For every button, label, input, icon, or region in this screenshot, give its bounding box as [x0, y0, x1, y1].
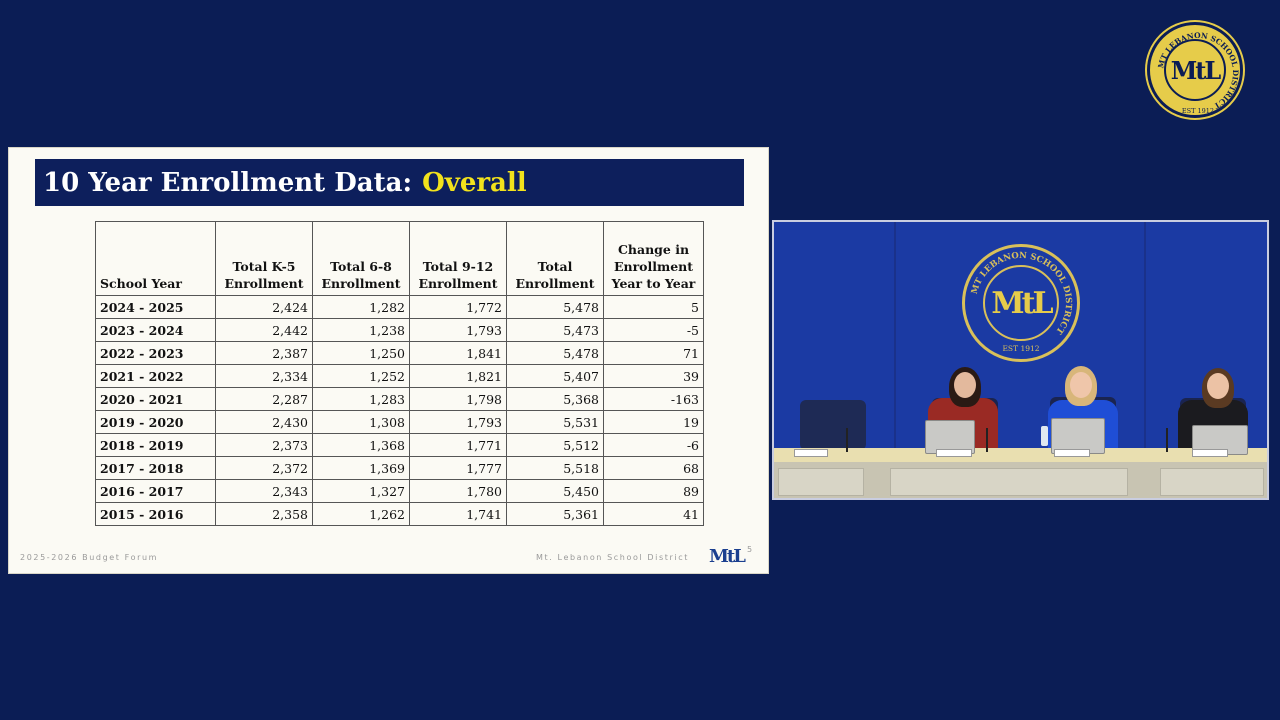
- cell-9-12: 1,780: [410, 480, 507, 503]
- cell-total: 5,531: [507, 411, 604, 434]
- header-9-12: Total 9-12 Enrollment: [410, 222, 507, 296]
- slide-title: 10 Year Enrollment Data:: [43, 167, 413, 198]
- cell-change: -5: [604, 319, 704, 342]
- cell-change: -163: [604, 388, 704, 411]
- water-bottle: [1041, 426, 1048, 446]
- cell-year: 2023 - 2024: [96, 319, 216, 342]
- cell-change: 39: [604, 365, 704, 388]
- cell-year: 2018 - 2019: [96, 434, 216, 457]
- table-row: [96, 365, 704, 388]
- cell-total: 5,512: [507, 434, 604, 457]
- cell-change: 19: [604, 411, 704, 434]
- cell-6-8: 1,250: [313, 342, 410, 365]
- district-seal-logo: [1147, 22, 1243, 118]
- cell-total: 5,407: [507, 365, 604, 388]
- header-k5: Total K-5 Enrollment: [216, 222, 313, 296]
- table-row: [96, 411, 704, 434]
- cell-k5: 2,430: [216, 411, 313, 434]
- cell-6-8: 1,368: [313, 434, 410, 457]
- microphone: [1166, 428, 1168, 452]
- table-row: [96, 434, 704, 457]
- cell-k5: 2,358: [216, 503, 313, 526]
- cell-total: 5,473: [507, 319, 604, 342]
- presenter-face: [1070, 372, 1092, 398]
- cell-total: 5,361: [507, 503, 604, 526]
- cell-k5: 2,387: [216, 342, 313, 365]
- header-total: Total Enrollment: [507, 222, 604, 296]
- cell-6-8: 1,262: [313, 503, 410, 526]
- wall-seal-inner: [983, 265, 1059, 341]
- cell-6-8: 1,327: [313, 480, 410, 503]
- cell-9-12: 1,793: [410, 319, 507, 342]
- seal-ring-text: MT LEBANON SCHOOL DISTRICT: [1156, 30, 1241, 111]
- cell-9-12: 1,793: [410, 411, 507, 434]
- seal-monogram: MtL: [1170, 55, 1220, 85]
- slide-footer-logo: MtL: [709, 546, 744, 567]
- slide-title-bar: [35, 159, 744, 206]
- cell-change: 41: [604, 503, 704, 526]
- cell-6-8: 1,282: [313, 296, 410, 319]
- video-feed-panel: [772, 220, 1269, 500]
- cell-year: 2016 - 2017: [96, 480, 216, 503]
- cell-year: 2021 - 2022: [96, 365, 216, 388]
- desk-panel: [778, 468, 864, 496]
- cell-change: 5: [604, 296, 704, 319]
- nameplate: [936, 449, 972, 457]
- table-row: [96, 319, 704, 342]
- cell-6-8: 1,283: [313, 388, 410, 411]
- slide-title-highlight: Overall: [422, 167, 527, 198]
- cell-k5: 2,343: [216, 480, 313, 503]
- cell-year: 2015 - 2016: [96, 503, 216, 526]
- table-row: [96, 503, 704, 526]
- seal-est-text: EST 1912: [1181, 107, 1215, 115]
- presenter-face: [1207, 373, 1229, 399]
- cell-k5: 2,373: [216, 434, 313, 457]
- table-row: [96, 342, 704, 365]
- table-row: [96, 457, 704, 480]
- wall-seal-logo: [962, 244, 1080, 362]
- table-header-row: [96, 222, 704, 296]
- cell-change: 71: [604, 342, 704, 365]
- cell-change: -6: [604, 434, 704, 457]
- seal-inner: [1164, 39, 1226, 101]
- cell-total: 5,478: [507, 342, 604, 365]
- cell-k5: 2,442: [216, 319, 313, 342]
- cell-9-12: 1,841: [410, 342, 507, 365]
- cell-k5: 2,372: [216, 457, 313, 480]
- cell-9-12: 1,777: [410, 457, 507, 480]
- wall-seal-ring-text: MT LEBANON SCHOOL DISTRICT: [969, 250, 1074, 336]
- cell-9-12: 1,798: [410, 388, 507, 411]
- nameplate: [1192, 449, 1228, 457]
- cell-year: 2017 - 2018: [96, 457, 216, 480]
- wall-seal-monogram: MtL: [991, 285, 1051, 321]
- header-change: Change in Enrollment Year to Year: [604, 222, 704, 296]
- cell-k5: 2,334: [216, 365, 313, 388]
- cell-9-12: 1,772: [410, 296, 507, 319]
- cell-total: 5,478: [507, 296, 604, 319]
- nameplate: [794, 449, 828, 457]
- table-row: [96, 480, 704, 503]
- cell-change: 68: [604, 457, 704, 480]
- wall-seal-est: EST 1912: [1002, 344, 1040, 353]
- microphone: [846, 428, 848, 452]
- slide-page-number: 5: [747, 545, 753, 554]
- cell-total: 5,450: [507, 480, 604, 503]
- empty-chair: [800, 400, 866, 450]
- cell-year: 2020 - 2021: [96, 388, 216, 411]
- microphone: [986, 428, 988, 452]
- header-school-year: School Year: [96, 222, 216, 296]
- enrollment-table: [95, 221, 704, 526]
- cell-change: 89: [604, 480, 704, 503]
- cell-6-8: 1,252: [313, 365, 410, 388]
- cell-9-12: 1,741: [410, 503, 507, 526]
- header-6-8: Total 6-8 Enrollment: [313, 222, 410, 296]
- cell-year: 2024 - 2025: [96, 296, 216, 319]
- cell-6-8: 1,238: [313, 319, 410, 342]
- cell-k5: 2,287: [216, 388, 313, 411]
- cell-9-12: 1,821: [410, 365, 507, 388]
- presentation-slide: [8, 147, 769, 574]
- cell-6-8: 1,369: [313, 457, 410, 480]
- presenter-face: [954, 372, 976, 398]
- cell-k5: 2,424: [216, 296, 313, 319]
- cell-year: 2019 - 2020: [96, 411, 216, 434]
- slide-footer-right: Mt. Lebanon School District: [536, 553, 689, 562]
- cell-6-8: 1,308: [313, 411, 410, 434]
- table-row: [96, 296, 704, 319]
- cell-9-12: 1,771: [410, 434, 507, 457]
- nameplate: [1054, 449, 1090, 457]
- cell-year: 2022 - 2023: [96, 342, 216, 365]
- desk-panel: [1160, 468, 1264, 496]
- cell-total: 5,368: [507, 388, 604, 411]
- slide-footer-left: 2025-2026 Budget Forum: [20, 553, 159, 562]
- cell-total: 5,518: [507, 457, 604, 480]
- table-row: [96, 388, 704, 411]
- desk-panel: [890, 468, 1128, 496]
